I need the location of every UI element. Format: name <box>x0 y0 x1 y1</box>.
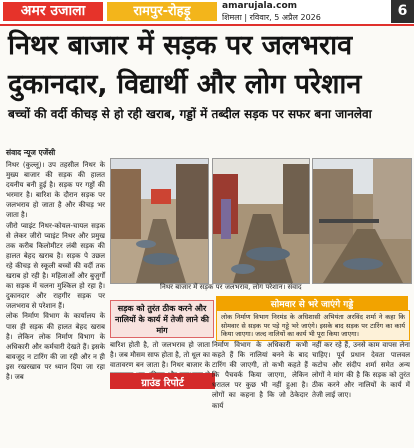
demand-box-title: सड़क को तुरंत ठीक करने और नालियों के कार्य में तेजी लाने की मांग <box>115 304 209 335</box>
article-column-3: निर्माण विभाग के अधिकारी कभी कहते हैं कि नालियां बनने के बाद टारिंग की जाएगी, तो कभी कहते हैं कि पैचवर्क किया जाएगा, लेकिन धरातल पर कुछ भी नहीं हुआ है। लोगों का कहना है कि जो ठेकेदार कार्य <box>212 341 308 410</box>
article-column-4: नहीं कर रहे हैं, उनसे काम वापस लेना चाहिए। पूर्व प्रधान देवता पालवल कटोच और संदीप शर्मा समेत अन्य लोगों ने मांग की है कि सड़क को तुरंत ठीक करने और नालियों के कार्य में तेजी लाई जाए। <box>312 341 410 400</box>
street-photo-right <box>312 158 412 284</box>
paragraph: निथर (कुल्लू)। उप तहसील निथर के मुख्य बाजार की सड़क की हालत दयनीय बनी हुई है। सड़क पर गड्डों की भरमार है। बारिश के दौरान सड़क पर जलभराव हो जाता है और कीचड़ भर जाता है। <box>6 161 105 220</box>
info-box-header <box>216 296 408 310</box>
article-column-1 <box>6 160 105 382</box>
sub-headline: बच्चों की वर्दी कीचड़ से हो रही खराब, गड्डों में तब्दील सड़क पर सफर बना जानलेवा <box>8 107 372 121</box>
paragraph: जीरो प्वाइंट निथर-कोयल-चायल सड़क से लेकर जीरो प्वाइंट निथर और प्रमुख तक करीब किलोमीटर लंबी सड़क की हालत बेहद खराब है। सड़क पे उछल रहे कीचड़ से स्कूली बच्चों की वर्दी तक खराब हो रही है। महिलाओं और बुजुर्गों का सड़क में चलना मुश्किल हो रहा है। दुकानदार और राहगीर सड़क पर जलभराव से परेशान हैं। <box>6 221 105 311</box>
website-label: amarujala.com <box>222 1 298 11</box>
ground-report-badge <box>110 373 215 389</box>
street-photo-center <box>212 158 310 284</box>
headline-line-2: दुकानदार, विद्यार्थी और लोग परेशान <box>8 69 362 100</box>
byline: संवाद न्यूज एजेंसी <box>6 148 56 157</box>
dateline: शिमला | रविवार, 5 अप्रैल 2026 <box>222 13 321 22</box>
info-box-title: सोमवार से भरे जाएंगे गड्डे <box>270 300 354 310</box>
street-photo-left <box>110 158 209 284</box>
demand-box <box>110 300 214 338</box>
info-box <box>216 310 410 341</box>
paragraph: लोक निर्माण विभाग के कार्यालय के पास ही सड़क की हालत बेहद खराब है। लेकिन लोक निर्माण विभाग के अधिकारी और कर्मचारी देखते हैं। इसके बावजूद न टारिंग की जा रही और न ही इस रखरखाव पर ध्यान दिया जा रहा है। जब <box>6 312 105 381</box>
edition-label: रामपुर-रोहड़ू <box>107 2 217 21</box>
info-box-text: लोक निर्माण विभाग निरमंड के अधिशासी अभियंता अरविंद शर्मा ने कहा कि सोमवार से सड़क पर पड़े गड्डे भरे जाएंगे। इसके बाद सड़क पर टारिंग का कार्य किया जाएगा। जल्द नालियों का कार्य भी पूरा किया जाएगा। <box>221 313 405 338</box>
headline-line-1: निथर बाजार में सड़क पर जलभराव <box>8 30 353 61</box>
newspaper-logo: अमर उजाला <box>3 2 103 21</box>
ground-report-label: ग्राउंड रिपोर्ट <box>141 378 184 389</box>
article-column-2: बारिश होती है, तो जलभराव हो जाता है। जब मौसम साफ होता है, तो धूल का वातावरण बन जाता है। निथर बाजार के <box>110 341 210 370</box>
page-number: 6 <box>391 0 414 23</box>
photo-caption: निथर बाजार में सड़क पर जलभराव, लोग परेशान। संवाद <box>160 283 302 291</box>
